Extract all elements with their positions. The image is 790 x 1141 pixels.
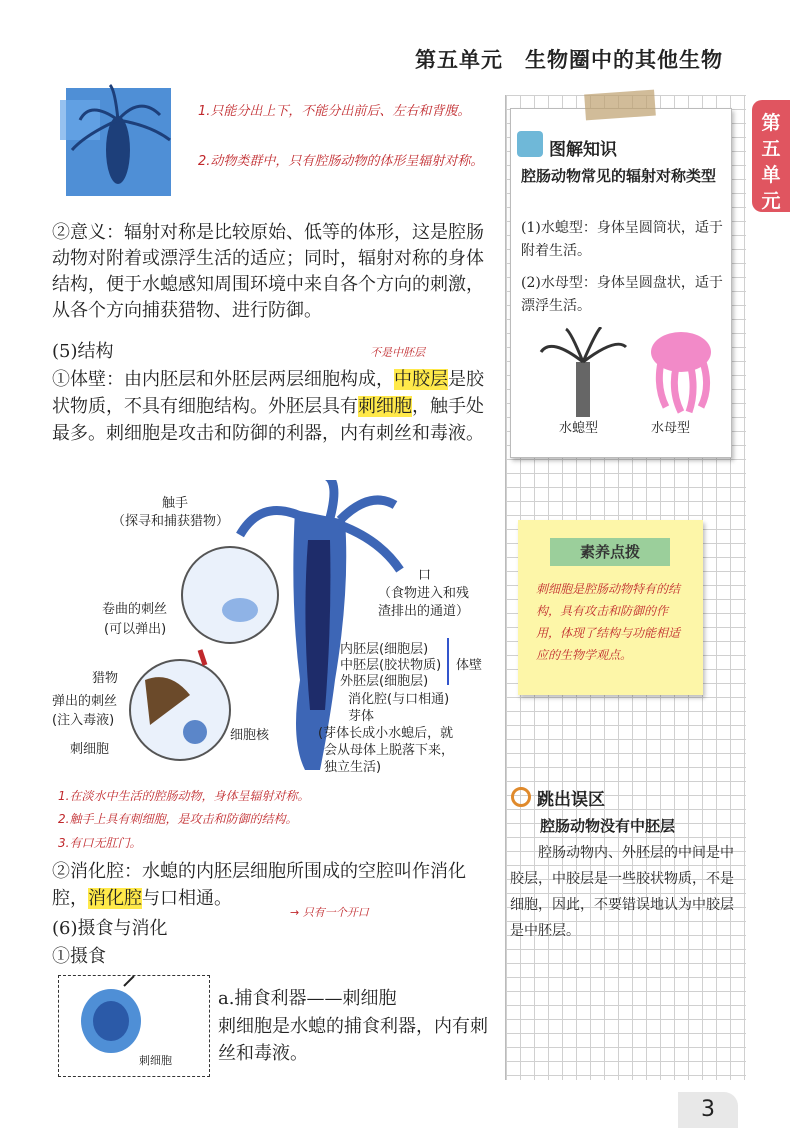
- puzzle-icon: [517, 131, 543, 157]
- highlight-mesoglea: 中胶层: [394, 369, 448, 390]
- annotation-not-mesoderm: 不是中胚层: [370, 346, 425, 359]
- label-tentacle: 触手: [162, 496, 189, 511]
- hydra-photo: [60, 80, 178, 198]
- label-ejected: 弹出的刺丝: [52, 694, 118, 709]
- note-title: 素养点拨: [550, 538, 670, 566]
- diagram-knowledge-card: [510, 108, 732, 458]
- label-ectoderm: 外胚层(细胞层): [340, 674, 429, 689]
- weapon-text: 刺细胞是水螅的捕食利器，内有刺丝和毒液。: [218, 1016, 488, 1064]
- mistake-text: 腔肠动物内、外胚层的中间是中胶层，中胶层是一些胶状物质，不是细胞，因此，不要错误地认为中胶层是中胚层。: [510, 845, 734, 939]
- label-mesoglea: 中胚层(胶状物质): [340, 658, 442, 673]
- polyp-medusa-figure: [521, 327, 721, 417]
- wall-text-a: ①体壁：由内胚层和外胚层两层细胞构成，: [52, 369, 394, 390]
- label-nucleus: 细胞核: [230, 728, 270, 743]
- cavity-text-a: ②消化腔：水螅的内胚层细胞所围成的空腔叫作消化腔，: [52, 861, 466, 909]
- label-bud-sub2: 会从母体上脱落下来，: [324, 743, 455, 758]
- top-note-1: 1.只能分出上下，不能分出前后、左右和背腹。: [198, 104, 471, 119]
- card-item-2: (2)水母型：身体呈圆盘状，适于漂浮生活。: [521, 275, 723, 314]
- tape-decoration: [584, 90, 656, 121]
- mistake-title: 跳出误区: [537, 790, 605, 810]
- label-cnidocyte: 刺细胞: [70, 742, 110, 757]
- label-bud-sub1: (芽体长成小水螅后，就: [318, 726, 454, 741]
- cavity-paragraph: [52, 858, 492, 912]
- page-title: 第五单元 生物圈中的其他生物: [415, 47, 723, 72]
- mistake-subtitle: 腔肠动物没有中胚层: [540, 817, 676, 835]
- unit-tab: [752, 100, 790, 212]
- alert-icon: [511, 787, 531, 807]
- wall-text-c: ，触手处最多。刺细胞是攻击和防御的利器，内有刺丝和毒液。: [52, 396, 484, 444]
- feeding-subheading: ①摄食: [52, 946, 106, 967]
- label-endoderm: 内胚层(细胞层): [340, 642, 429, 657]
- label-coiled: 卷曲的刺丝: [102, 602, 168, 617]
- feeding-heading: (6)摄食与消化: [52, 918, 168, 939]
- card-label-polyp: 水螅型: [559, 421, 599, 436]
- label-mouth-sub2: 渣排出的通道）: [378, 604, 470, 619]
- page-number: 3: [678, 1092, 738, 1128]
- highlight-cnidocyte: 刺细胞: [358, 396, 412, 417]
- note-line-2: 2.触手上具有刺细胞，是攻击和防御的结构。: [58, 812, 298, 826]
- cavity-text-b: 与口相通。: [142, 888, 232, 909]
- card-subtitle: 腔肠动物常见的辐射对称类型: [521, 167, 717, 185]
- cnidocyte-figure: [59, 976, 209, 1076]
- literacy-note: [518, 520, 703, 695]
- cnidocyte-figure-box: [58, 975, 210, 1077]
- unit-tab-label: 第五单元: [761, 112, 781, 212]
- top-note-2: 2.动物类群中，只有腔肠动物的体形呈辐射对称。: [198, 154, 484, 169]
- weapon-title: a.捕食利器——刺细胞: [218, 988, 397, 1009]
- note-text: 刺细胞是腔肠动物特有的结构，具有攻击和防御的作用，体现了结构与功能相适应的生物学观点。: [536, 582, 681, 662]
- label-bud: 芽体: [348, 709, 375, 724]
- meaning-paragraph: ②意义：辐射对称是比较原始、低等的体形，这是腔肠动物对附着或漂浮生活的适应；同时，辐射对称的身体结构，便于水螅感知周围环境中来自各个方向的刺激，从各个方向捕获猎物、进行防御。: [52, 222, 484, 321]
- label-ejected-sub: (注入毒液): [52, 713, 115, 728]
- label-prey: 猎物: [92, 671, 119, 686]
- label-mouth-sub1: （食物进入和残: [378, 586, 470, 601]
- label-cavity: 消化腔(与口相通): [348, 692, 450, 707]
- note-line-1: 1.在淡水中生活的腔肠动物，身体呈辐射对称。: [58, 789, 310, 803]
- one-opening-text: 只有一个开口: [302, 906, 369, 919]
- body-wall-paragraph: [52, 366, 492, 447]
- card-item-1: (1)水螅型：身体呈圆筒状，适于附着生活。: [521, 220, 723, 259]
- small-cnidocyte-label: 刺细胞: [139, 1054, 172, 1067]
- highlight-cavity: 消化腔: [88, 888, 142, 909]
- card-label-medusa: 水母型: [651, 421, 691, 436]
- label-tentacle-sub: （探寻和捕获猎物）: [112, 514, 230, 529]
- label-bud-sub3: 独立生活): [324, 760, 382, 775]
- label-mouth: 口: [418, 568, 432, 583]
- note-line-3: 3.有口无肛门。: [58, 836, 142, 850]
- card-title: 图解知识: [549, 140, 617, 160]
- structure-heading: (5)结构: [52, 341, 114, 362]
- wall-text-b: 是胶状物质，不具有细胞结构。外胚层具有: [52, 369, 484, 417]
- label-coiled-sub: (可以弹出): [104, 622, 167, 637]
- label-body-wall: 体壁: [456, 658, 483, 673]
- annotation-one-opening: → 只有一个开口: [290, 906, 369, 919]
